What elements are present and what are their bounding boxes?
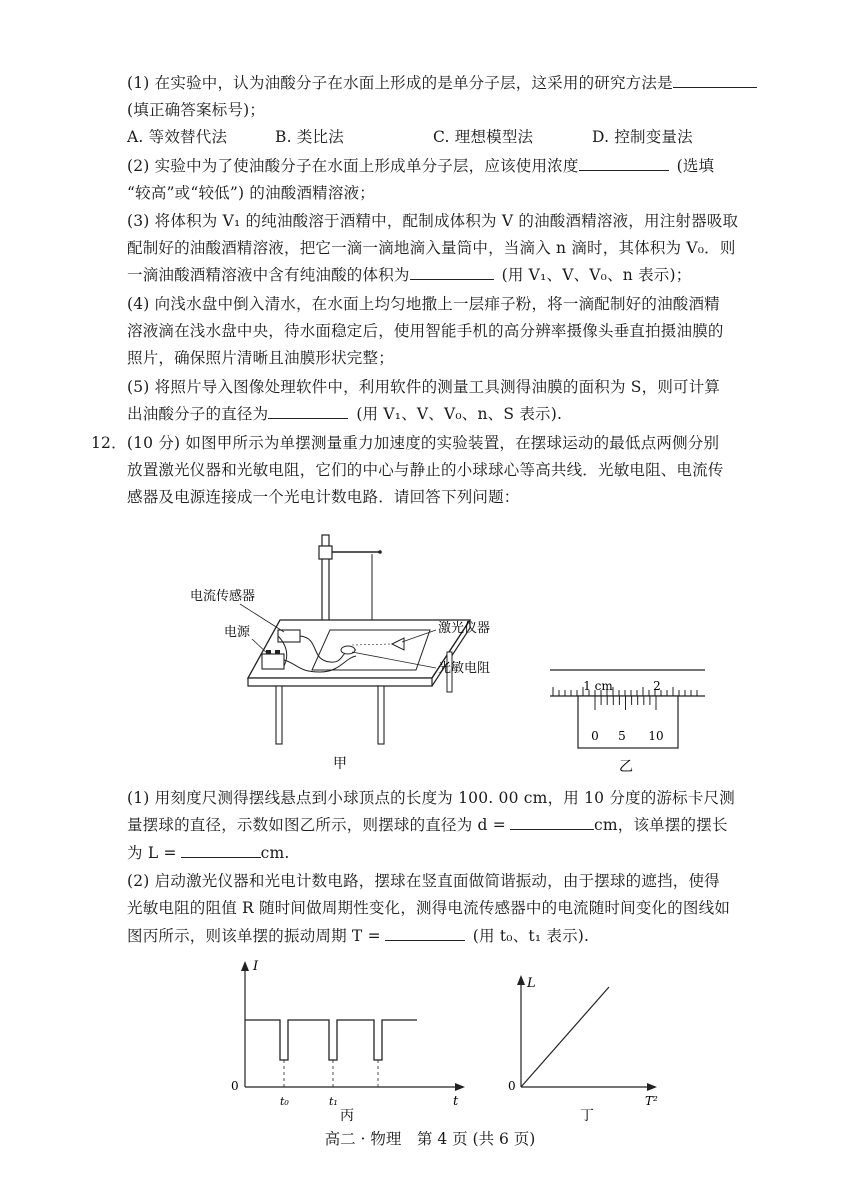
origin-label: 0	[508, 1079, 516, 1093]
q11-part2-text: (2) 实验中为了使油酸分子在水面上形成单分子层，应该使用浓度	[127, 157, 579, 175]
q11-part5-text: 出油酸分子的直径为	[127, 405, 269, 423]
figure-jia	[180, 520, 500, 775]
option-d: D. 控制变量法	[592, 128, 693, 146]
q11-part1-text: (1) 在实验中，认为油酸分子在水面上形成的是单分子层，这采用的研究方法是	[127, 74, 673, 92]
t0-label: t₀	[280, 1095, 289, 1108]
answer-blank	[673, 73, 757, 88]
q11-part4-line3: 照片，确保照片清晰且油膜形状完整；	[127, 349, 394, 367]
q12-part2-line3	[127, 926, 589, 946]
vernier-label-10: 10	[648, 729, 664, 743]
q12-part1-text: 量摆球的直径，示数如图乙所示，则摆球的直径为 d =	[127, 816, 506, 834]
x-axis-label: T²	[645, 1094, 658, 1108]
power-source-box	[262, 654, 284, 669]
q11-part5-hint: (用 V₁、V、V₀、n、S 表示).	[356, 405, 563, 423]
q11-part3-line1: (3) 将体积为 V₁ 的纯油酸溶于酒精中，配制成体积为 V 的油酸酒精溶液，用注射器吸取	[127, 212, 739, 230]
suspension-point	[378, 550, 382, 554]
q12-line2: 放置激光仪器和光敏电阻，它们的中心与静止的小球球心等高共线．光敏电阻、电流传	[127, 461, 724, 479]
vernier-label-0: 0	[591, 729, 599, 743]
figure-yi	[540, 660, 710, 778]
q11-part2-line1	[127, 156, 714, 176]
caption-yi: 乙	[619, 759, 633, 775]
q12-part2-text: 图丙所示，则该单摆的振动周期 T =	[127, 927, 381, 945]
q12-part1-line1: (1) 用刻度尺测得摆线悬点到小球顶点的长度为 100. 00 cm，用 10 分度的游标卡尺测	[127, 789, 735, 807]
y-axis-label: I	[253, 959, 259, 974]
photoresistor	[341, 646, 355, 654]
q12-line3: 感器及电源连接成一个光电计数电路．请回答下列问题：	[127, 488, 520, 506]
q12-part1-length-label: 为 L =	[127, 844, 177, 862]
q11-part2-line2: “较高”或“较低”) 的油酸酒精溶液；	[127, 184, 375, 202]
caption-jia: 甲	[333, 756, 347, 772]
q11-part1-line2: (填正确答案标号)；	[127, 101, 266, 119]
origin-label: 0	[231, 1079, 239, 1093]
q11-part3-line2: 配制好的油酸酒精溶液，把它一滴一滴地滴入量筒中，当滴入 n 滴时，其体积为 V₀．则	[127, 239, 736, 257]
q11-part3-line3	[127, 265, 691, 285]
label-current-sensor: 电流传感器	[190, 589, 256, 604]
answer-blank	[385, 926, 465, 941]
y-axis-arrow	[517, 975, 525, 985]
q12-part1-length-unit: cm.	[260, 844, 290, 862]
inner-board	[312, 630, 430, 670]
q12-part1-unit: cm，该单摆的摆长	[593, 816, 728, 834]
caption-ding: 丁	[580, 1108, 594, 1124]
label-photoresistor: 光敏电阻	[438, 661, 491, 676]
t1-label: t₁	[329, 1095, 338, 1108]
x-axis-arrow	[647, 1083, 657, 1091]
q11-part3-hint: (用 V₁、V、V₀、n 表示)；	[501, 266, 692, 284]
q12-part1-line3	[127, 843, 290, 863]
q11-options	[127, 127, 693, 147]
main-scale-ticks	[553, 687, 697, 696]
current-curve	[245, 1020, 417, 1060]
answer-blank	[268, 404, 348, 419]
l-t2-line	[521, 987, 609, 1087]
x-axis-arrow	[455, 1083, 465, 1091]
option-b: B. 类比法	[275, 128, 344, 146]
q11-part5-line2	[127, 404, 562, 424]
answer-blank	[510, 815, 594, 830]
label-laser: 激光仪器	[438, 621, 491, 636]
q11-part5-line1: (5) 将照片导入图像处理软件中，利用软件的测量工具测得油膜的面积为 S，则可计算	[127, 378, 721, 396]
q11-part3-text: 一滴油酸酒精溶液中含有纯油酸的体积为	[127, 266, 410, 284]
answer-blank	[181, 843, 261, 858]
q11-part2-hint: (选填	[676, 157, 715, 175]
main-label-2: 2	[653, 679, 661, 693]
caption-bing: 丙	[340, 1108, 354, 1124]
y-axis-label: L	[527, 976, 536, 991]
q11-part1-line1	[127, 73, 757, 93]
answer-blank	[410, 265, 494, 280]
vernier-label-5: 5	[618, 729, 626, 743]
label-power: 电源	[224, 625, 251, 640]
table-leg	[276, 686, 282, 744]
x-axis-label: t	[453, 1094, 459, 1109]
option-a: A. 等效替代法	[127, 128, 228, 146]
table-leg	[378, 686, 384, 744]
q12-part2-line1: (2) 启动激光仪器和光电计数电路，摆球在竖直面做简谐振动，由于摆球的遮挡，使得	[127, 872, 720, 890]
q12-part2-line2: 光敏电阻的阻值 R 随时间做周期性变化，测得电流传感器中的电流随时间变化的图线如	[127, 899, 731, 917]
table-edge	[248, 678, 432, 686]
stand-clamp	[319, 546, 332, 559]
main-label-1: 1 cm	[583, 679, 613, 693]
figure-bing	[225, 955, 475, 1125]
q11-part4-line2: 溶液滴在浅水盘中央，待水面稳定后，使用智能手机的高分辨率摄像头垂直拍摄油膜的	[127, 322, 724, 340]
q11-part4-line1: (4) 向浅水盘中倒入清水，在水面上均匀地撒上一层痱子粉，将一滴配制好的油酸酒精	[127, 295, 720, 313]
q12-line1: 12．(10 分) 如图甲所示为单摆测量重力加速度的实验装置，在摆球运动的最低点两侧分别	[91, 434, 720, 452]
y-axis-arrow	[241, 961, 249, 971]
figure-ding	[505, 965, 685, 1125]
q12-part1-line2	[127, 815, 728, 835]
q12-part2-hint: (用 t₀、t₁ 表示).	[472, 927, 590, 945]
answer-blank	[579, 156, 669, 171]
page-footer: 高二 · 物理 第 4 页 (共 6 页)	[324, 1130, 536, 1148]
option-c: C. 理想模型法	[433, 128, 534, 146]
